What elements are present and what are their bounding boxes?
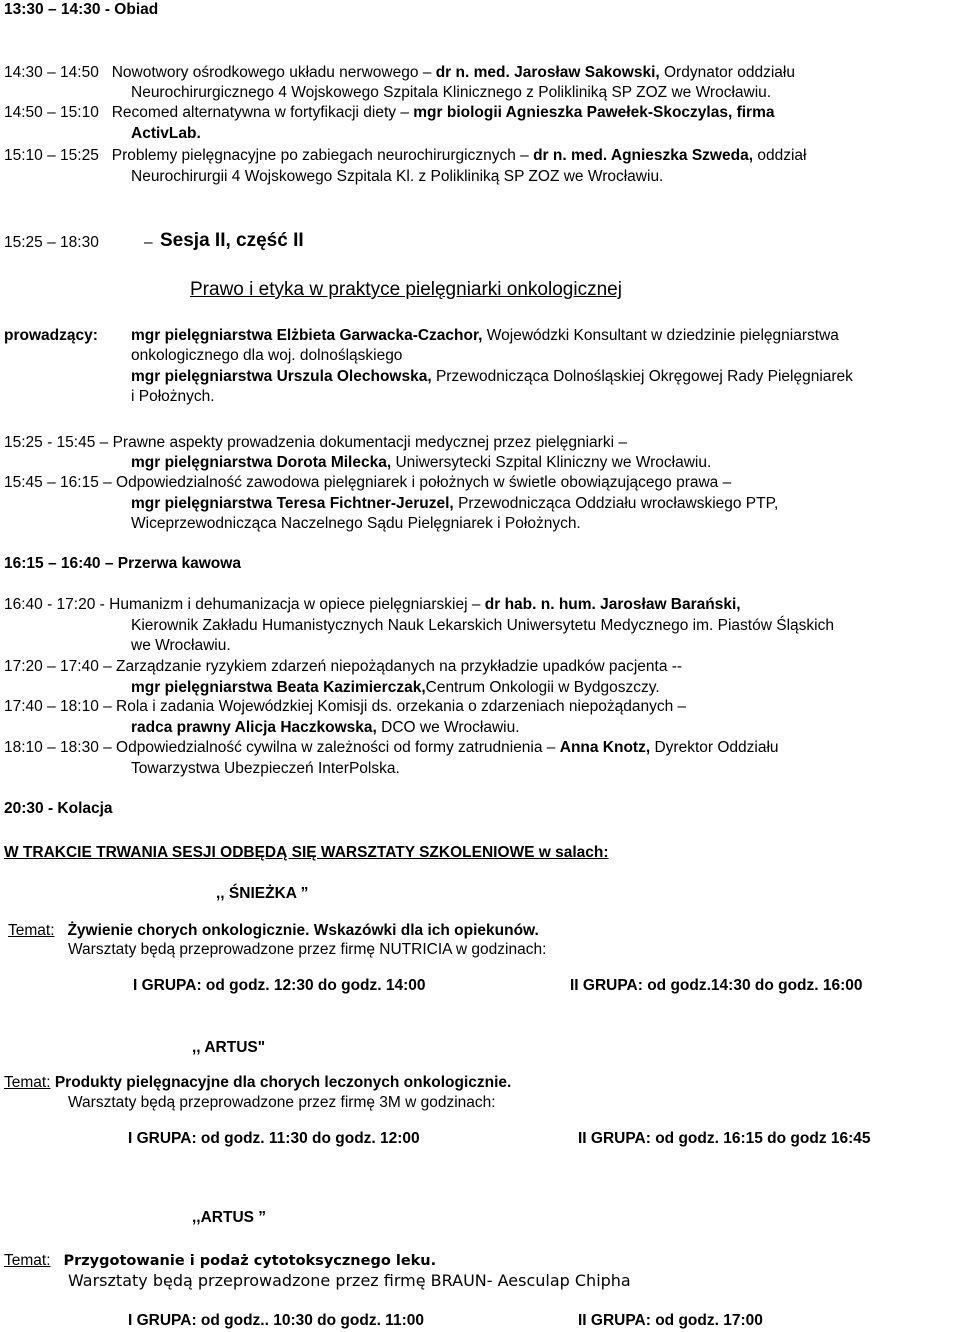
workshop-1-group-1: I GRUPA: od godz. 12:30 do godz. 14:00 — [133, 977, 426, 994]
speaker: dr n. med. Agnieszka Szweda, — [533, 147, 754, 164]
chair-role: Wojewódzki Konsultant w dziedzinie pielęgniarstwa — [486, 327, 839, 344]
chair-1 — [131, 326, 839, 346]
speaker: mgr biologii Agnieszka Pawełek-Skoczylas, firma — [413, 104, 775, 121]
workshop-3-group-2: II GRUPA: od godz. 17:00 — [578, 1312, 763, 1329]
agenda-item-6-cont: Kierownik Zakładu Humanistycznych Nauk Lekarskich Uniwersytetu Medycznego im. Piastów Śląskich — [131, 617, 834, 634]
topic: Żywienie chorych onkologicznie. Wskazówki dla ich opiekunów. — [67, 922, 539, 939]
chair-name: mgr pielęgniarstwa Elżbieta Garwacka-Czachor, — [131, 327, 483, 344]
workshop-1-topic — [8, 921, 539, 941]
workshop-3-room: ,,ARTUS ” — [192, 1209, 267, 1226]
speaker: radca prawny Alicja Haczkowska, — [131, 719, 377, 736]
workshop-3-info: Warsztaty będą przeprowadzone przez firmę BRAUN- Aesculap Chipha — [68, 1271, 631, 1290]
affiliation: Ordynator oddziału — [664, 64, 795, 81]
chair-1-cont: onkologicznego dla woj. dolnośląskiego — [131, 347, 403, 364]
topic: Produkty pielęgnacyjne dla chorych leczonych onkologicznie. — [54, 1074, 512, 1091]
topic-label: Temat: — [4, 1074, 51, 1091]
session-dash: – — [144, 234, 153, 251]
speaker: Anna Knotz, — [559, 739, 651, 756]
speaker: dr n. med. Jarosław Sakowski, — [435, 64, 660, 81]
time: 14:30 – 14:50 — [4, 64, 99, 81]
agenda-item-4: 15:25 - 15:45 – Prawne aspekty prowadzenia dokumentacji medycznej przez pielęgniarki – — [4, 434, 627, 451]
obiad-line: 13:30 – 14:30 - Obiad — [4, 1, 159, 18]
chair-role: Przewodnicząca Dolnośląskiej Okręgowej Rady Pielęgniarek — [435, 368, 853, 385]
workshop-2-topic — [4, 1073, 511, 1093]
chairs-label: prowadzący: — [4, 327, 98, 344]
topic-label: Temat: — [8, 922, 55, 939]
chair-2 — [131, 367, 853, 387]
workshop-1-group-2: II GRUPA: od godz.14:30 do godz. 16:00 — [570, 977, 863, 994]
workshop-3-group-1: I GRUPA: od godz.. 10:30 do godz. 11:00 — [128, 1312, 424, 1329]
workshop-1-info: Warsztaty będą przeprowadzone przez firmę NUTRICIA w godzinach: — [68, 941, 547, 958]
workshop-2-group-2: II GRUPA: od godz. 16:15 do godz 16:45 — [578, 1130, 871, 1147]
topic: Przygotowanie i podaż cytotoksycznego leku. — [63, 1253, 437, 1269]
agenda-item-8-speaker — [131, 718, 520, 738]
topic: 18:10 – 18:30 – Odpowiedzialność cywilna w zależności od formy zatrudnienia – — [4, 739, 556, 756]
chair-2-cont: i Położnych. — [131, 388, 215, 405]
workshop-1-room: ,, ŚNIEŻKA ” — [216, 885, 309, 902]
session-time: 15:25 – 18:30 — [4, 234, 99, 251]
speaker: mgr pielęgniarstwa Teresa Fichtner-Jeruzel, — [131, 495, 454, 512]
affiliation: oddział — [757, 147, 807, 164]
agenda-item-8: 17:40 – 18:10 – Rola i zadania Wojewódzkiej Komisji ds. orzekania o zdarzeniach niepożądanych – — [4, 698, 687, 715]
session-subtitle: Prawo i etyka w praktyce pielęgniarki onkologicznej — [190, 279, 622, 300]
workshop-2-room: ,, ARTUS" — [192, 1039, 266, 1056]
agenda-item-4-speaker — [131, 453, 711, 473]
topic: Nowotwory ośrodkowego układu nerwowego – — [111, 64, 432, 81]
agenda-item-5-speaker — [131, 494, 778, 514]
time: 15:10 – 15:25 — [4, 147, 99, 164]
chair-name: mgr pielęgniarstwa Urszula Olechowska, — [131, 368, 432, 385]
speaker: dr hab. n. hum. Jarosław Barański, — [484, 596, 741, 613]
agenda-item-1 — [4, 63, 795, 83]
affiliation: Przewodnicząca Oddziału wrocławskiego PTP, — [458, 495, 779, 512]
workshop-2-group-1: I GRUPA: od godz. 11:30 do godz. 12:00 — [128, 1130, 420, 1147]
affiliation: Dyrektor Oddziału — [654, 739, 779, 756]
topic: Problemy pielęgnacyjne po zabiegach neurochirurgicznych – — [111, 147, 529, 164]
workshops-header: W TRAKCIE TRWANIA SESJI ODBĘDĄ SIĘ WARSZTATY SZKOLENIOWE w salach: — [4, 844, 609, 861]
agenda-item-7-speaker — [131, 678, 660, 698]
agenda-item-7: 17:20 – 17:40 – Zarządzanie ryzykiem zdarzeń niepożądanych na przykładzie upadków pacjenta -- — [4, 658, 683, 675]
session-title: Sesja II, część II — [160, 230, 304, 251]
kolacja-line: 20:30 - Kolacja — [4, 800, 113, 817]
agenda-item-9-cont: Towarzystwa Ubezpieczeń InterPolska. — [131, 760, 400, 777]
speaker: mgr pielęgniarstwa Dorota Milecka, — [131, 454, 392, 471]
affiliation: Uniwersytecki Szpital Kliniczny we Wrocławiu. — [395, 454, 712, 471]
topic: Recomed alternatywna w fortyfikacji diety – — [111, 104, 409, 121]
agenda-item-5-cont: Wiceprzewodnicząca Naczelnego Sądu Pielęgniarek i Położnych. — [131, 515, 581, 532]
affiliation: DCO we Wrocławiu. — [381, 719, 520, 736]
agenda-item-6 — [4, 595, 741, 615]
agenda-item-3-cont: Neurochirurgii 4 Wojskowego Szpitala Kl. z Polikliniką SP ZOZ we Wrocławiu. — [131, 168, 664, 185]
agenda-item-2-cont: ActivLab. — [131, 125, 201, 142]
time: 14:50 – 15:10 — [4, 104, 99, 121]
affiliation: Centrum Onkologii w Bydgoszczy. — [425, 679, 660, 696]
topic-label: Temat: — [4, 1252, 51, 1269]
agenda-item-6-cont2: we Wrocławiu. — [131, 637, 231, 654]
speaker: mgr pielęgniarstwa Beata Kazimierczak, — [131, 679, 426, 696]
agenda-item-1-cont: Neurochirurgicznego 4 Wojskowego Szpitala Klinicznego z Polikliniką SP ZOZ we Wrocławiu. — [131, 84, 772, 101]
topic: 16:40 - 17:20 - Humanizm i dehumanizacja w opiece pielęgniarskiej – — [4, 596, 481, 613]
workshop-2-info: Warsztaty będą przeprowadzone przez firmę 3M w godzinach: — [68, 1094, 496, 1111]
agenda-item-2 — [4, 103, 774, 123]
workshop-3-topic — [4, 1251, 436, 1271]
agenda-item-3 — [4, 146, 806, 166]
agenda-item-5: 15:45 – 16:15 – Odpowiedzialność zawodowa pielęgniarek i położnych w świetle obowiązującego prawa – — [4, 474, 732, 491]
przerwa-line: 16:15 – 16:40 – Przerwa kawowa — [4, 555, 241, 572]
agenda-item-9 — [4, 738, 779, 758]
